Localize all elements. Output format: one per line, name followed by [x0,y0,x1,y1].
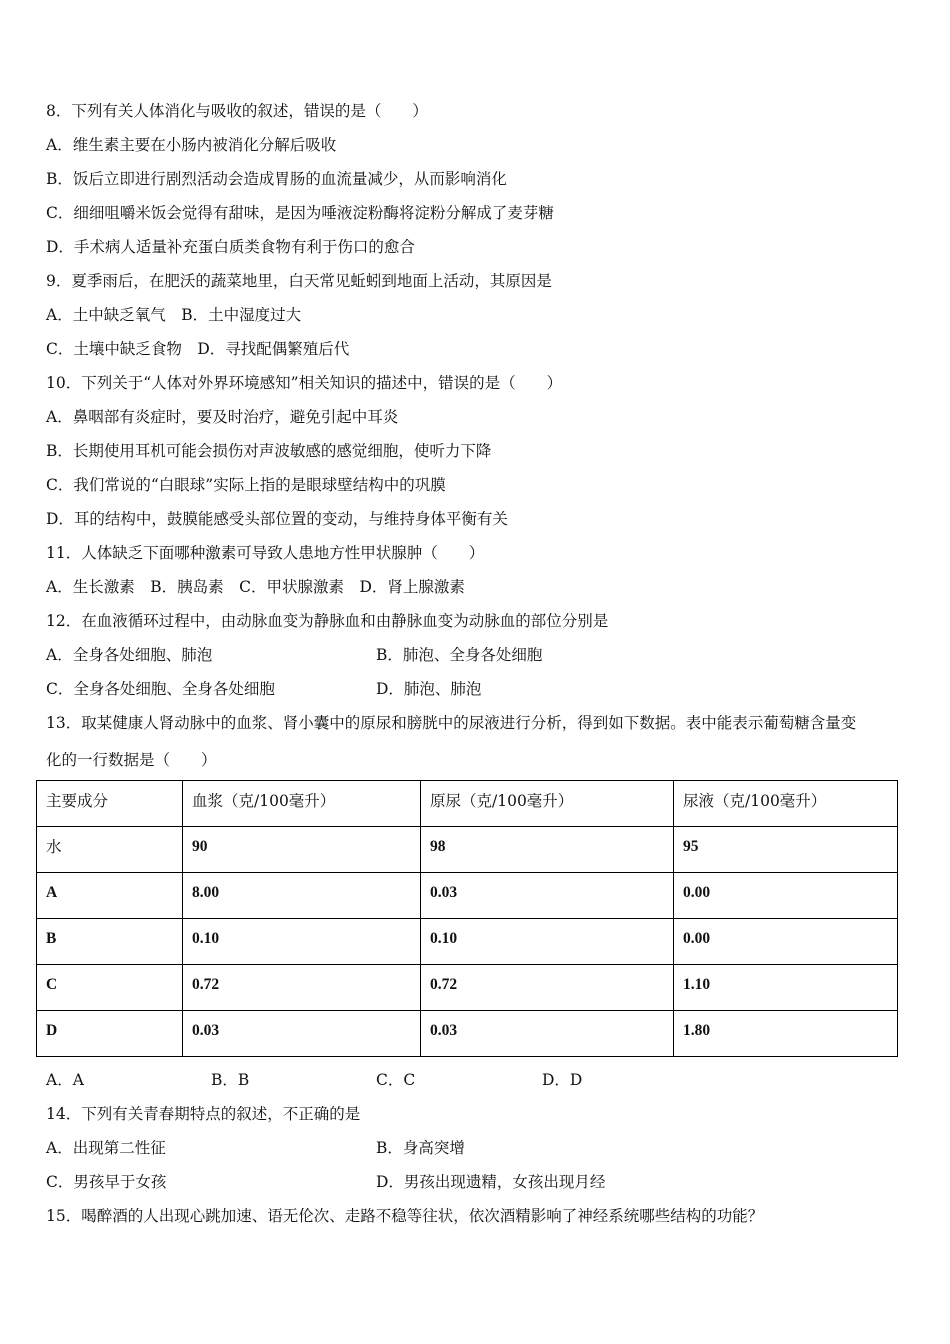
table-cell: 1.10 [674,965,898,1011]
table-row [37,919,898,965]
table-cell: 0.00 [674,919,898,965]
table-cell: 0.72 [421,965,674,1011]
q8-option-a: A．维生素主要在小肠内被消化分解后吸收 [46,136,337,154]
table-cell: 0.03 [183,1011,421,1057]
q8-option-d: D．手术病人适量补充蛋白质类食物有利于伤口的愈合 [46,238,415,256]
table-header-cell: 主要成分 [37,781,183,827]
q10-option-a: A．鼻咽部有炎症时，要及时治疗，避免引起中耳炎 [46,408,399,426]
q14-option-c: C．男孩早于女孩 [46,1173,167,1191]
q8-option-b: B．饭后立即进行剧烈活动会造成胃肠的血流量减少，从而影响消化 [46,170,507,188]
q12-stem: 12．在血液循环过程中，由动脉血变为静脉血和由静脉血变为动脉血的部位分别是 [46,612,609,630]
q13-option-a: A．A [46,1071,84,1089]
table-cell: 95 [674,827,898,873]
table-cell: A [37,873,183,919]
q11-options: A．生长激素 B．胰岛素 C．甲状腺激素 D．肾上腺激素 [46,578,465,596]
table-cell: D [37,1011,183,1057]
q12-option-d: D．肺泡、肺泡 [376,680,482,698]
q9-options-ab: A．土中缺乏氧气 B．土中湿度过大 [46,306,302,324]
q9-options-cd: C．土壤中缺乏食物 D．寻找配偶繁殖后代 [46,340,350,358]
q8-option-c: C．细细咀嚼米饭会觉得有甜味，是因为唾液淀粉酶将淀粉分解成了麦芽糖 [46,204,554,222]
q13-stem-line1: 13．取某健康人肾动脉中的血浆、肾小囊中的原尿和膀胱中的尿液进行分析，得到如下数据。表中能表示葡萄糖含量变 [46,714,857,732]
q14-option-b: B．身高突增 [376,1139,465,1157]
q11-stem: 11．人体缺乏下面哪种激素可导致人患地方性甲状腺肿（ ） [46,544,485,562]
q13-option-c: C．C [376,1071,416,1089]
q13-data-table [36,780,898,1057]
table-row [37,965,898,1011]
q13-option-b: B．B [211,1071,250,1089]
table-header-cell: 尿液（克/100毫升） [674,781,898,827]
q8-stem: 8．下列有关人体消化与吸收的叙述，错误的是（ ） [46,102,428,120]
table-cell: 0.03 [421,1011,674,1057]
table-header-row [37,781,898,827]
q10-option-c: C．我们常说的“白眼球”实际上指的是眼球壁结构中的巩膜 [46,476,446,494]
q14-option-a: A．出现第二性征 [46,1139,166,1157]
table-cell: 0.03 [421,873,674,919]
table-cell: 1.80 [674,1011,898,1057]
table-row [37,873,898,919]
table-header-cell: 原尿（克/100毫升） [421,781,674,827]
q10-option-b: B．长期使用耳机可能会损伤对声波敏感的感觉细胞，使听力下降 [46,442,492,460]
table-cell: 8.00 [183,873,421,919]
table-cell: C [37,965,183,1011]
q9-stem: 9．夏季雨后，在肥沃的蔬菜地里，白天常见蚯蚓到地面上活动，其原因是 [46,272,552,290]
q13-stem-line2: 化的一行数据是（ ） [46,751,217,769]
q15-stem: 15．喝醉酒的人出现心跳加速、语无伦次、走路不稳等往状，依次酒精影响了神经系统哪些结构的功能？ [46,1207,764,1225]
table-row [37,1011,898,1057]
q12-option-c: C．全身各处细胞、全身各处细胞 [46,680,275,698]
table-cell: 90 [183,827,421,873]
q10-stem: 10．下列关于“人体对外界环境感知”相关知识的描述中，错误的是（ ） [46,374,563,392]
q14-option-d: D．男孩出现遗精，女孩出现月经 [376,1173,606,1191]
table-header-cell: 血浆（克/100毫升） [183,781,421,827]
q13-option-d: D．D [542,1071,583,1089]
table-cell: 0.10 [421,919,674,965]
table-cell: B [37,919,183,965]
q12-option-b: B．肺泡、全身各处细胞 [376,646,543,664]
q12-option-a: A．全身各处细胞、肺泡 [46,646,213,664]
table-cell: 0.72 [183,965,421,1011]
q14-stem: 14．下列有关青春期特点的叙述，不正确的是 [46,1105,361,1123]
table-cell: 0.10 [183,919,421,965]
table-cell: 0.00 [674,873,898,919]
table-row [37,827,898,873]
table-cell: 水 [37,827,183,873]
table-cell: 98 [421,827,674,873]
q10-option-d: D．耳的结构中，鼓膜能感受头部位置的变动，与维持身体平衡有关 [46,510,508,528]
